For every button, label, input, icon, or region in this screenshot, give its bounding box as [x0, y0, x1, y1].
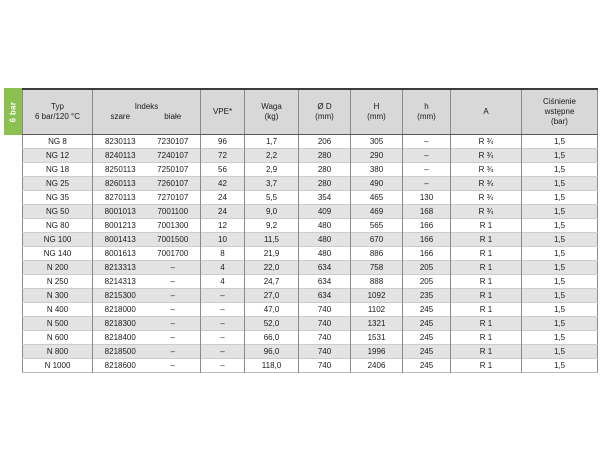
column-header-indeks: Indeks szare białe: [93, 89, 201, 135]
cell-indeks-biale: –: [170, 347, 175, 356]
cell-height: 670: [351, 233, 403, 247]
cell-height: 465: [351, 191, 403, 205]
cell-waga: 9,2: [245, 219, 299, 233]
cell-height: 290: [351, 149, 403, 163]
cell-diameter: 634: [299, 275, 351, 289]
cell-connection: R 1: [451, 331, 522, 345]
cell-typ: NG 100: [23, 233, 93, 247]
cell-indeks: [93, 205, 201, 219]
cell-waga: 2,9: [245, 163, 299, 177]
cell-waga: 2,2: [245, 149, 299, 163]
cell-typ: NG 8: [48, 137, 67, 146]
cell-waga: 66,0: [245, 331, 299, 345]
column-header-waga: Waga (kg): [245, 89, 299, 135]
cell-typ: N 250: [23, 275, 93, 289]
cell-indeks-biale: –: [170, 305, 175, 314]
cell-h-small: 245: [403, 345, 451, 359]
product-spec-table: [22, 88, 598, 373]
cell-diameter: 740: [299, 317, 351, 331]
cell-pressure: 1,5: [522, 205, 598, 219]
cell-typ: N 300: [23, 289, 93, 303]
table-row: [23, 219, 598, 233]
cell-indeks-biale: 7250107: [157, 165, 189, 174]
cell-diameter: 409: [299, 205, 351, 219]
cell-pressure: 1,5: [522, 191, 598, 205]
cell-vpe: –: [201, 345, 245, 359]
cell-indeks-biale: 7001300: [157, 221, 189, 230]
cell-connection: R 1: [451, 303, 522, 317]
cell-diameter: 480: [299, 233, 351, 247]
cell-height: 1092: [351, 289, 403, 303]
cell-indeks-szare: 8215300: [104, 291, 136, 300]
cell-pressure: 1,5: [522, 317, 598, 331]
cell-connection: R ¾: [451, 149, 522, 163]
cell-indeks-szare: 8218400: [104, 333, 136, 342]
cell-indeks: [93, 331, 201, 345]
cell-diameter: 740: [299, 345, 351, 359]
cell-diameter: 280: [299, 177, 351, 191]
table-row: [23, 163, 598, 177]
cell-indeks-szare: 8218500: [104, 347, 136, 356]
cell-typ: N 1000: [23, 359, 93, 373]
table-row: [23, 289, 598, 303]
cell-indeks-biale: –: [170, 291, 175, 300]
cell-pressure: 1,5: [522, 233, 598, 247]
cell-vpe: 96: [201, 135, 245, 149]
column-header-typ: Typ 6 bar/120 °C: [23, 89, 93, 135]
cell-connection: R ¾: [451, 177, 522, 191]
cell-h-small: 166: [403, 247, 451, 261]
cell-height: 2406: [351, 359, 403, 373]
cell-diameter: 480: [299, 219, 351, 233]
section-tab-6-bar: [4, 88, 22, 135]
cell-vpe: 12: [201, 219, 245, 233]
cell-height: 888: [351, 275, 403, 289]
cell-typ: N 500: [23, 317, 93, 331]
cell-indeks-szare: 8001013: [104, 207, 136, 216]
cell-pressure: 1,5: [522, 163, 598, 177]
cell-h-small: –: [403, 149, 451, 163]
cell-connection: R 1: [451, 317, 522, 331]
cell-vpe: 4: [201, 261, 245, 275]
indeks-subheaders: [94, 112, 199, 122]
cell-typ: N 200: [23, 261, 93, 275]
cell-indeks-szare: 8213313: [104, 263, 136, 272]
cell-indeks: [93, 135, 201, 149]
cell-indeks-biale: –: [170, 263, 175, 272]
cell-height: 490: [351, 177, 403, 191]
cell-indeks-biale: 7001100: [157, 207, 189, 216]
cell-indeks-szare: 8218000: [104, 305, 136, 314]
cell-pressure: 1,5: [522, 135, 598, 149]
cell-waga: 21,9: [245, 247, 299, 261]
cell-indeks: [93, 359, 201, 373]
cell-connection: R 1: [451, 359, 522, 373]
cell-waga: 27,0: [245, 289, 299, 303]
cell-pressure: 1,5: [522, 247, 598, 261]
cell-typ: NG 140: [23, 247, 93, 261]
cell-h-small: 245: [403, 359, 451, 373]
cell-diameter: 280: [299, 163, 351, 177]
table-row: [23, 247, 598, 261]
cell-indeks: [93, 149, 201, 163]
cell-indeks-szare: 8230113: [104, 137, 136, 146]
cell-indeks-szare: 8250113: [104, 165, 136, 174]
cell-indeks-szare: 8218300: [104, 319, 136, 328]
subheader-szare: szare: [110, 112, 131, 121]
table-row: [23, 275, 598, 289]
column-header-connection: A: [451, 89, 522, 135]
cell-indeks-biale: 7270107: [157, 193, 189, 202]
cell-waga: 52,0: [245, 317, 299, 331]
table-body: [23, 135, 598, 373]
cell-indeks-biale: 7001500: [157, 235, 189, 244]
cell-pressure: 1,5: [522, 219, 598, 233]
cell-diameter: 634: [299, 261, 351, 275]
cell-height: 565: [351, 219, 403, 233]
cell-pressure: 1,5: [522, 345, 598, 359]
cell-pressure: 1,5: [522, 331, 598, 345]
cell-vpe: 8: [201, 247, 245, 261]
cell-diameter: 206: [299, 135, 351, 149]
cell-h-small: 245: [403, 331, 451, 345]
cell-indeks-biale: 7230107: [157, 137, 189, 146]
cell-vpe: 42: [201, 177, 245, 191]
cell-indeks: [93, 303, 201, 317]
cell-height: 1531: [351, 331, 403, 345]
cell-typ: NG 80: [23, 219, 93, 233]
cell-indeks: [93, 247, 201, 261]
table-row: [23, 191, 598, 205]
cell-typ: NG 50: [23, 205, 93, 219]
cell-h-small: 166: [403, 233, 451, 247]
cell-vpe: –: [201, 289, 245, 303]
cell-indeks-szare: 8240113: [104, 151, 136, 160]
cell-indeks-szare: 8001413: [104, 235, 136, 244]
cell-vpe: 4: [201, 275, 245, 289]
cell-indeks: [93, 177, 201, 191]
cell-indeks-biale: –: [170, 319, 175, 328]
cell-connection: R 1: [451, 233, 522, 247]
cell-indeks-szare: 8001613: [104, 249, 136, 258]
cell-waga: 3,7: [245, 177, 299, 191]
cell-pressure: 1,5: [522, 303, 598, 317]
cell-pressure: 1,5: [522, 359, 598, 373]
cell-h-small: 130: [403, 191, 451, 205]
cell-diameter: 354: [299, 191, 351, 205]
cell-waga: 96,0: [245, 345, 299, 359]
cell-indeks: [93, 163, 201, 177]
subheader-biale: białe: [164, 112, 182, 121]
cell-vpe: –: [201, 303, 245, 317]
cell-waga: 5,5: [245, 191, 299, 205]
cell-waga: 24,7: [245, 275, 299, 289]
table-row: [23, 149, 598, 163]
header-row: [23, 89, 598, 135]
cell-typ: NG 35: [23, 191, 93, 205]
column-header-height: H (mm): [351, 89, 403, 135]
cell-connection: R ¾: [451, 191, 522, 205]
cell-indeks: [93, 219, 201, 233]
cell-height: 1321: [351, 317, 403, 331]
cell-h-small: –: [403, 163, 451, 177]
cell-typ: N 800: [23, 345, 93, 359]
cell-pressure: 1,5: [522, 275, 598, 289]
table-row: [23, 177, 598, 191]
cell-diameter: 740: [299, 303, 351, 317]
cell-vpe: 56: [201, 163, 245, 177]
cell-diameter: 740: [299, 359, 351, 373]
cell-typ: N 400: [23, 303, 93, 317]
cell-indeks: [93, 289, 201, 303]
section-tab-label: 6 bar: [8, 101, 18, 122]
table-row: [23, 233, 598, 247]
cell-typ: NG 18: [23, 163, 93, 177]
cell-diameter: 280: [299, 149, 351, 163]
cell-pressure: 1,5: [522, 149, 598, 163]
cell-connection: R ¾: [451, 205, 522, 219]
cell-connection: R 1: [451, 261, 522, 275]
cell-vpe: 10: [201, 233, 245, 247]
table-row: [23, 331, 598, 345]
cell-pressure: 1,5: [522, 177, 598, 191]
cell-vpe: 24: [201, 191, 245, 205]
cell-indeks: [93, 191, 201, 205]
table-row: [23, 317, 598, 331]
cell-diameter: 740: [299, 331, 351, 345]
cell-vpe: 72: [201, 149, 245, 163]
cell-indeks-biale: –: [170, 361, 175, 370]
cell-vpe: 24: [201, 205, 245, 219]
cell-indeks-biale: –: [170, 333, 175, 342]
column-header-h-small: h (mm): [403, 89, 451, 135]
cell-connection: R 1: [451, 345, 522, 359]
cell-vpe: –: [201, 359, 245, 373]
cell-h-small: 205: [403, 261, 451, 275]
cell-waga: 118,0: [245, 359, 299, 373]
cell-height: 1996: [351, 345, 403, 359]
cell-connection: R 1: [451, 247, 522, 261]
cell-typ: NG 25: [23, 177, 93, 191]
cell-h-small: 205: [403, 275, 451, 289]
cell-h-small: 245: [403, 317, 451, 331]
cell-height: 469: [351, 205, 403, 219]
cell-typ: NG 12: [23, 149, 93, 163]
table-row: [23, 359, 598, 373]
table-row: [23, 135, 598, 149]
cell-indeks: [93, 345, 201, 359]
cell-waga: 22,0: [245, 261, 299, 275]
cell-h-small: 245: [403, 303, 451, 317]
cell-height: 305: [351, 135, 403, 149]
cell-indeks-szare: 8214313: [104, 277, 136, 286]
cell-waga: 1,7: [245, 135, 299, 149]
cell-indeks-szare: 8218600: [104, 361, 136, 370]
cell-indeks: [93, 275, 201, 289]
cell-h-small: 166: [403, 219, 451, 233]
cell-pressure: 1,5: [522, 289, 598, 303]
cell-indeks: [93, 261, 201, 275]
cell-indeks-biale: –: [170, 277, 175, 286]
cell-vpe: –: [201, 331, 245, 345]
cell-h-small: –: [403, 177, 451, 191]
cell-indeks-szare: 8270113: [104, 193, 136, 202]
cell-height: 886: [351, 247, 403, 261]
cell-connection: R 1: [451, 275, 522, 289]
cell-height: 380: [351, 163, 403, 177]
cell-diameter: 634: [299, 289, 351, 303]
cell-diameter: 480: [299, 247, 351, 261]
table-row: [23, 345, 598, 359]
cell-pressure: 1,5: [522, 261, 598, 275]
table-row: [23, 303, 598, 317]
cell-indeks: [93, 233, 201, 247]
cell-waga: 11,5: [245, 233, 299, 247]
cell-waga: 9,0: [245, 205, 299, 219]
column-header-vpe: VPE*: [201, 89, 245, 135]
cell-indeks-szare: 8001213: [104, 221, 136, 230]
cell-connection: R ¾: [451, 135, 522, 149]
cell-indeks: [93, 317, 201, 331]
table-row: [23, 261, 598, 275]
cell-h-small: –: [403, 135, 451, 149]
cell-waga: 47,0: [245, 303, 299, 317]
cell-indeks-biale: 7001700: [157, 249, 189, 258]
table-row: [23, 205, 598, 219]
cell-indeks-szare: 8260113: [104, 179, 136, 188]
cell-h-small: 235: [403, 289, 451, 303]
cell-typ: N 600: [23, 331, 93, 345]
cell-height: 758: [351, 261, 403, 275]
cell-connection: R 1: [451, 289, 522, 303]
cell-h-small: 168: [403, 205, 451, 219]
cell-connection: R 1: [451, 219, 522, 233]
column-header-diameter: Ø D (mm): [299, 89, 351, 135]
column-header-pressure: Ciśnienie wstępne (bar): [522, 89, 598, 135]
cell-vpe: –: [201, 317, 245, 331]
cell-indeks-biale: 7260107: [157, 179, 189, 188]
cell-height: 1102: [351, 303, 403, 317]
cell-indeks-biale: 7240107: [157, 151, 189, 160]
cell-connection: R ¾: [451, 163, 522, 177]
